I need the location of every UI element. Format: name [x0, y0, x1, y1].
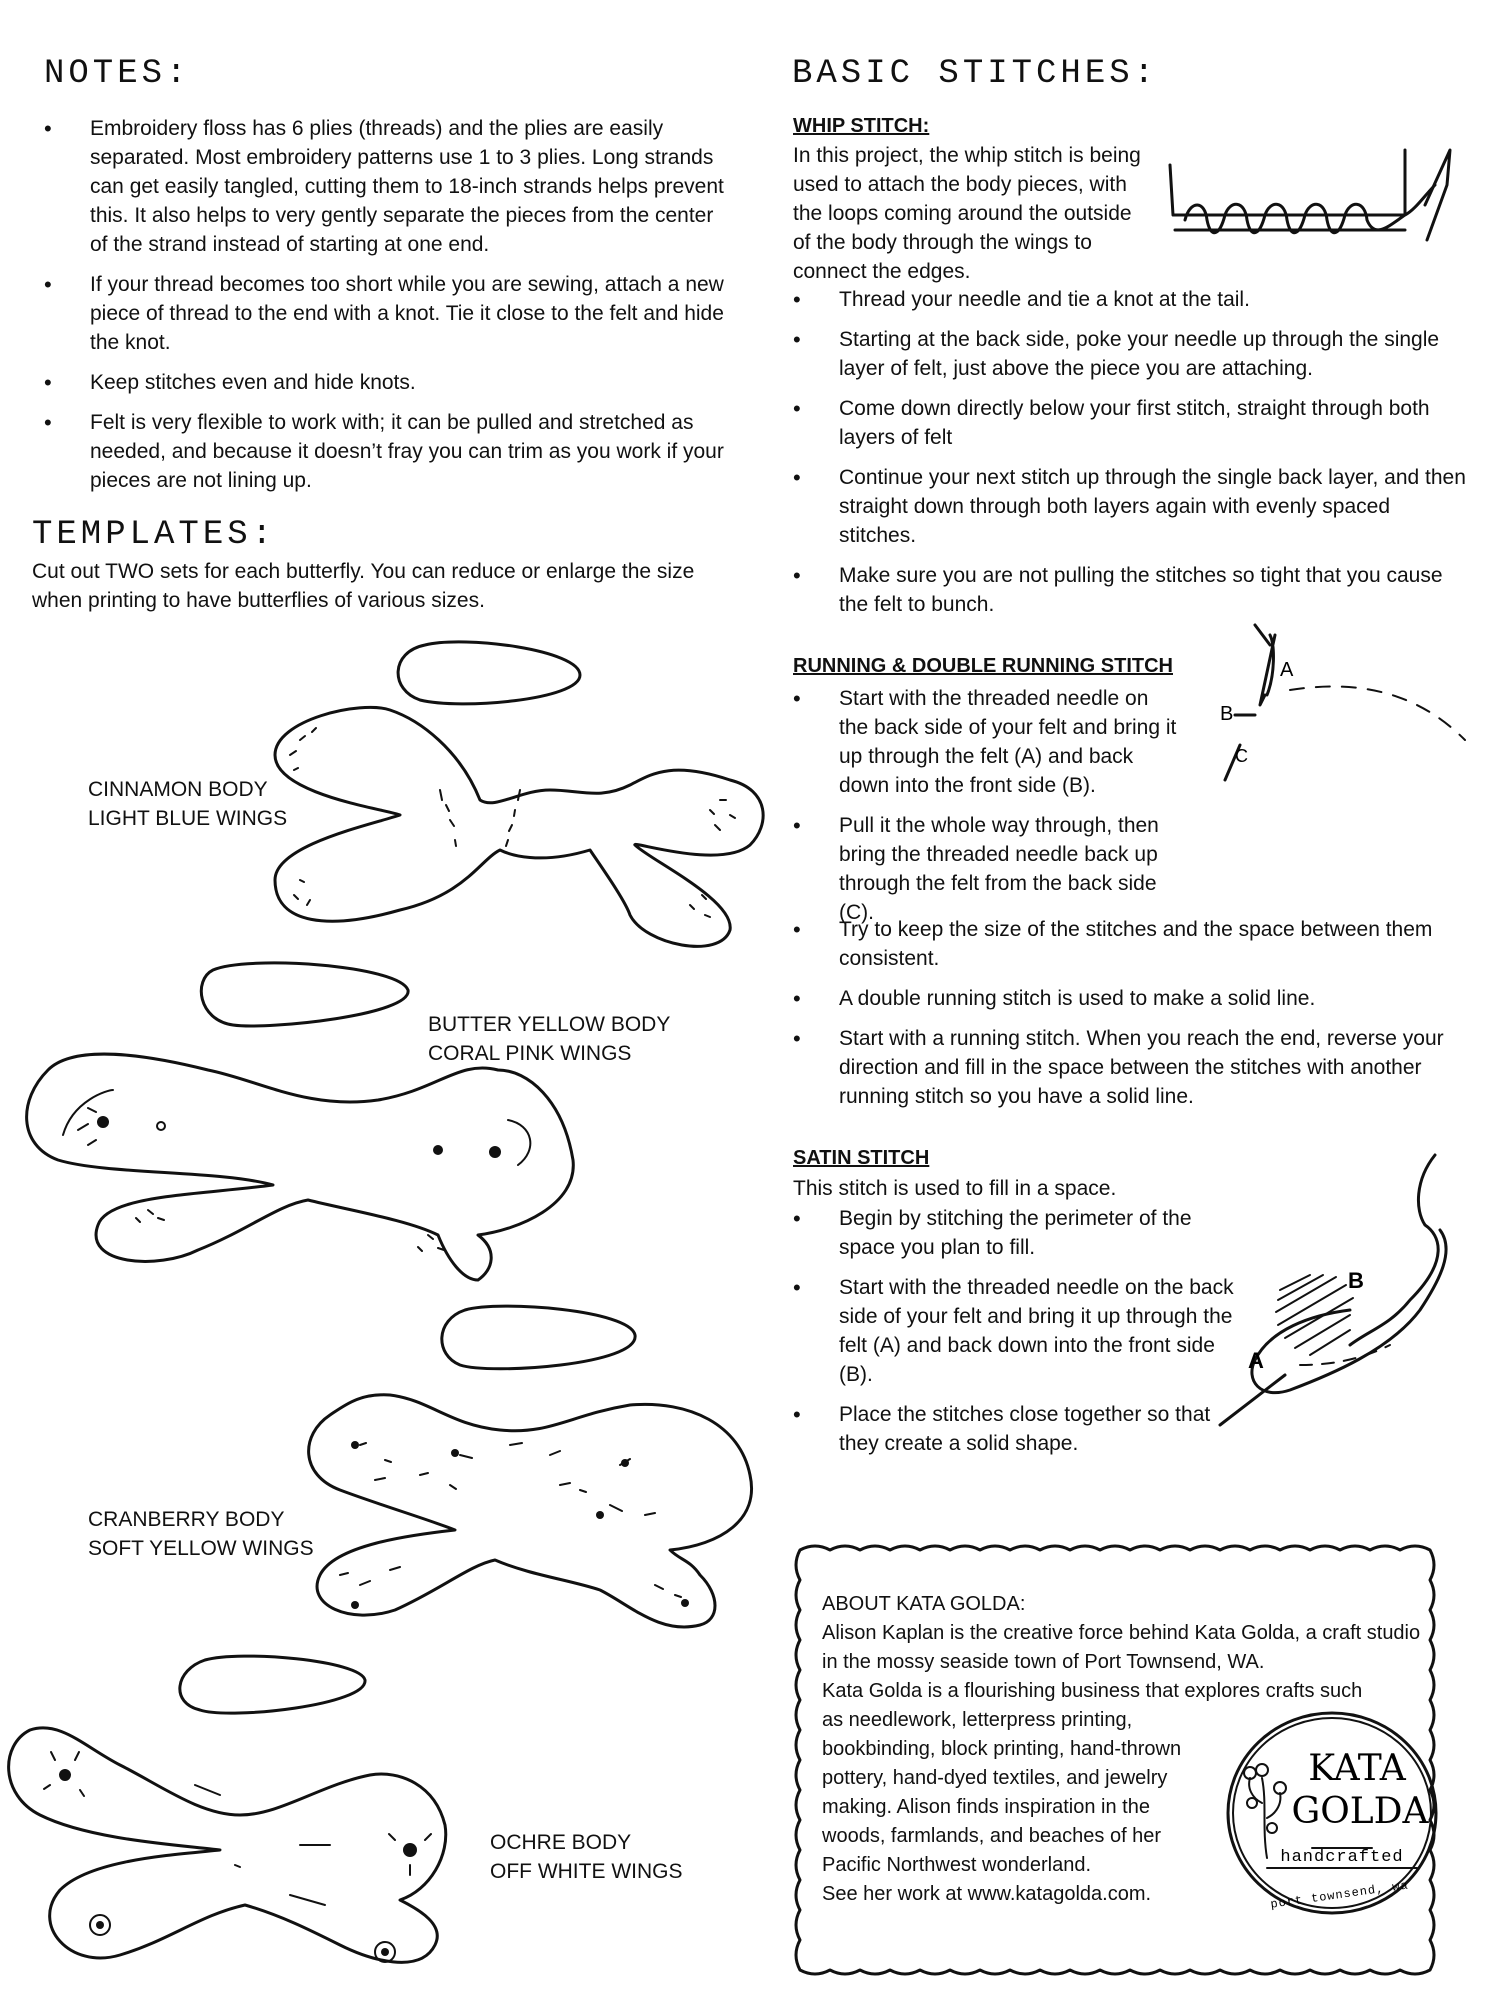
satin-step: • Start with the threaded needle on the back side of your felt and bring it up through the felt (A) and back down into the front side (B). [839, 1273, 1234, 1389]
wings-outline [27, 1054, 574, 1280]
butterfly-label-cranberry [88, 1505, 314, 1563]
body-color-label: BUTTER YELLOW BODY [428, 1013, 671, 1036]
body-piece-outline [201, 963, 408, 1026]
butterfly-template-1 [250, 640, 770, 970]
satin-step: • Begin by stitching the perimeter of the space you plan to fill. [839, 1204, 1234, 1262]
about-line: Kata Golda is a flourishing business that explores crafts such [822, 1680, 1363, 1702]
satin-stitch-steps [839, 1204, 1234, 1469]
butterfly-label-ochre [490, 1828, 682, 1886]
satin-stitch-intro: This stitch is used to fill in a space. [793, 1177, 1117, 1200]
logo-line1: KATA [1308, 1748, 1406, 1789]
whip-stitch-title: WHIP STITCH: [793, 115, 930, 137]
notes-item: • Felt is very flexible to work with; it can be pulled and stretched as needed, and because it doesn’t fray you can trim as you work if your pieces are not lining up. [90, 408, 730, 495]
notes-list [90, 114, 730, 506]
wings-outline [275, 707, 763, 946]
about-line: Pacific Northwest wonderland. [822, 1854, 1092, 1876]
about-line: See her work at www.katagolda.com. [822, 1883, 1152, 1905]
templates-heading: TEMPLATES: [32, 516, 277, 554]
running-stitch-diagram [1195, 620, 1475, 800]
butterfly-template-2 [18, 960, 578, 1300]
whip-stitch-intro: In this project, the whip stitch is being used to attach the body pieces, with the loops coming around the outside of the body through the wings to connect the edges. [793, 144, 1141, 283]
butterfly-template-3 [300, 1305, 760, 1635]
butterfly-template-4 [0, 1655, 470, 1995]
whip-step: • Thread your needle and tie a knot at the tail. [839, 285, 1469, 314]
running-step: • Pull it the whole way through, then bring the threaded needle back up through the felt from the back side (C). [839, 811, 1179, 927]
about-line: making. Alison finds inspiration in the [822, 1796, 1150, 1818]
whip-step: • Make sure you are not pulling the stitches so tight that you cause the felt to bunch. [839, 561, 1469, 619]
logo-tagline: handcrafted [1280, 1848, 1404, 1867]
satin-stitch-diagram [1210, 1150, 1480, 1440]
notes-item: • Keep stitches even and hide knots. [90, 368, 730, 397]
about-line: woods, farmlands, and beaches of her [822, 1825, 1162, 1847]
notes-item: • If your thread becomes too short while you are sewing, attach a new piece of thread to the end with a knot. Tie it close to the felt and hide the knot. [90, 270, 730, 357]
body-piece-outline [442, 1306, 635, 1369]
templates-intro: Cut out TWO sets for each butterfly. You can reduce or enlarge the size when printing to have butterflies of various sizes. [32, 560, 695, 612]
wings-color-label: OFF WHITE WINGS [490, 1860, 683, 1883]
about-line: bookbinding, block printing, hand-thrown [822, 1738, 1182, 1760]
running-step: • A double running stitch is used to make a solid line. [839, 984, 1469, 1013]
body-color-label: CINNAMON BODY [88, 778, 268, 801]
wings-color-label: SOFT YELLOW WINGS [88, 1537, 314, 1560]
about-heading: ABOUT KATA GOLDA: [822, 1593, 1026, 1615]
running-stitch-steps-top [839, 684, 1179, 938]
logo-location: port townsend, wa [1269, 1878, 1410, 1912]
wings-outline [9, 1728, 446, 1962]
running-step: • Start with the threaded needle on the back side of your felt and bring it up through the felt (A) and back down into the front side (B). [839, 684, 1179, 800]
whip-step: • Continue your next stitch up through the single back layer, and then straight down through both layers again with evenly spaced stitches. [839, 463, 1469, 550]
label-a: A [1280, 659, 1294, 681]
running-stitch-title: RUNNING & DOUBLE RUNNING STITCH [793, 655, 1173, 677]
running-stitch-steps-bottom [839, 915, 1469, 1122]
about-line: pottery, hand-dyed textiles, and jewelry [822, 1767, 1168, 1789]
whip-step: • Come down directly below your first stitch, straight through both layers of felt [839, 394, 1469, 452]
wings-color-label: LIGHT BLUE WINGS [88, 807, 288, 830]
satin-step: • Place the stitches close together so that they create a solid shape. [839, 1400, 1234, 1458]
whip-stitch-steps [839, 285, 1469, 630]
body-color-label: CRANBERRY BODY [88, 1508, 285, 1531]
label-c: C [1235, 746, 1248, 766]
body-piece-outline [398, 642, 580, 704]
running-step: • Try to keep the size of the stitches and the space between them consistent. [839, 915, 1469, 973]
body-piece-outline [180, 1656, 365, 1713]
stitches-heading: BASIC STITCHES: [792, 55, 1159, 93]
about-line: in the mossy seaside town of Port Townsend, WA. [822, 1651, 1265, 1673]
label-b: B [1220, 703, 1234, 725]
about-line: Alison Kaplan is the creative force behind Kata Golda, a craft studio [822, 1622, 1421, 1644]
whip-stitch-diagram [1165, 145, 1465, 265]
label-b: B [1348, 1268, 1364, 1293]
wings-color-label: CORAL PINK WINGS [428, 1042, 632, 1065]
running-step: • Start with a running stitch. When you reach the end, reverse your direction and fill in the space between the stitches with another running stitch so you have a solid line. [839, 1024, 1469, 1111]
label-a: A [1248, 1348, 1264, 1373]
about-line: as needlework, letterpress printing, [822, 1709, 1133, 1731]
logo-line2: GOLDA [1291, 1791, 1429, 1832]
satin-stitch-title: SATIN STITCH [793, 1147, 930, 1169]
notes-heading: NOTES: [44, 55, 191, 93]
kata-golda-logo [1222, 1708, 1442, 1923]
whip-step: • Starting at the back side, poke your needle up through the single layer of felt, just above the piece you are attaching. [839, 325, 1469, 383]
wings-outline [309, 1395, 752, 1627]
body-color-label: OCHRE BODY [490, 1831, 632, 1854]
notes-item: • Embroidery floss has 6 plies (threads) and the plies are easily separated. Most embroidery patterns use 1 to 3 plies. Long strands can get easily tangled, cutting them to 18-inch strands helps prevent this. It also helps to very gently separate the pieces from the center of the strand instead of starting at one end. [90, 114, 730, 259]
